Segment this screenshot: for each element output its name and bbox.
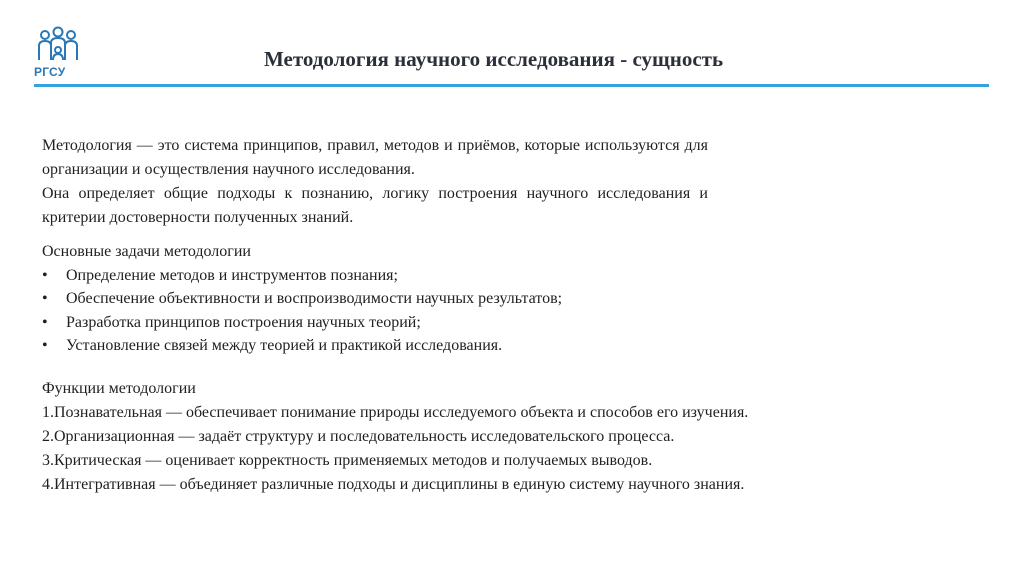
list-item-text: Разработка принципов построения научных теорий; xyxy=(66,313,421,331)
list-item: 4.Интегративная — объединяет различные подходы и дисциплины в единую систему научного знания. xyxy=(42,476,745,493)
tasks-section xyxy=(42,240,742,358)
list-item xyxy=(42,287,742,311)
list-item: 3.Критическая — оценивает корректность применяемых методов и получаемых выводов. xyxy=(42,452,653,469)
bullet-icon: • xyxy=(42,313,48,331)
page-title: Методология научного исследования - сущность xyxy=(264,47,724,71)
functions-list xyxy=(42,401,942,497)
list-item xyxy=(42,334,742,358)
university-logo xyxy=(34,26,82,82)
tasks-list xyxy=(42,264,742,358)
functions-section xyxy=(42,377,942,497)
people-group-icon xyxy=(34,26,82,64)
header-divider xyxy=(34,84,989,87)
bullet-icon: • xyxy=(42,266,48,284)
intro-section xyxy=(42,134,708,230)
list-item-text: Обеспечение объективности и воспроизводимости научных результатов; xyxy=(66,290,563,307)
list-item: 2.Организационная — задаёт структуру и последовательность исследовательского процесса. xyxy=(42,428,675,445)
functions-heading: Функции методологии xyxy=(42,380,196,397)
intro-paragraph-1: Методология — это система принципов, правил, методов и приёмов, которые используются для организации и осуществления научного исследования. xyxy=(42,137,708,178)
list-item xyxy=(42,311,742,335)
list-item-text: Определение методов и инструментов познания; xyxy=(66,266,398,284)
tasks-heading: Основные задачи методологии xyxy=(42,243,251,260)
intro-paragraph-2: Она определяет общие подходы к познанию, логику построения научного исследования и критерии достоверности полученных знаний. xyxy=(42,185,708,226)
bullet-icon: • xyxy=(42,290,48,307)
bullet-icon: • xyxy=(42,337,48,354)
list-item: 1.Познавательная — обеспечивает понимание природы исследуемого объекта и способов его изучения. xyxy=(42,404,749,421)
list-item-text: Установление связей между теорией и практикой исследования. xyxy=(66,337,503,354)
logo-text: РГСУ xyxy=(34,65,66,79)
list-item xyxy=(42,264,742,288)
